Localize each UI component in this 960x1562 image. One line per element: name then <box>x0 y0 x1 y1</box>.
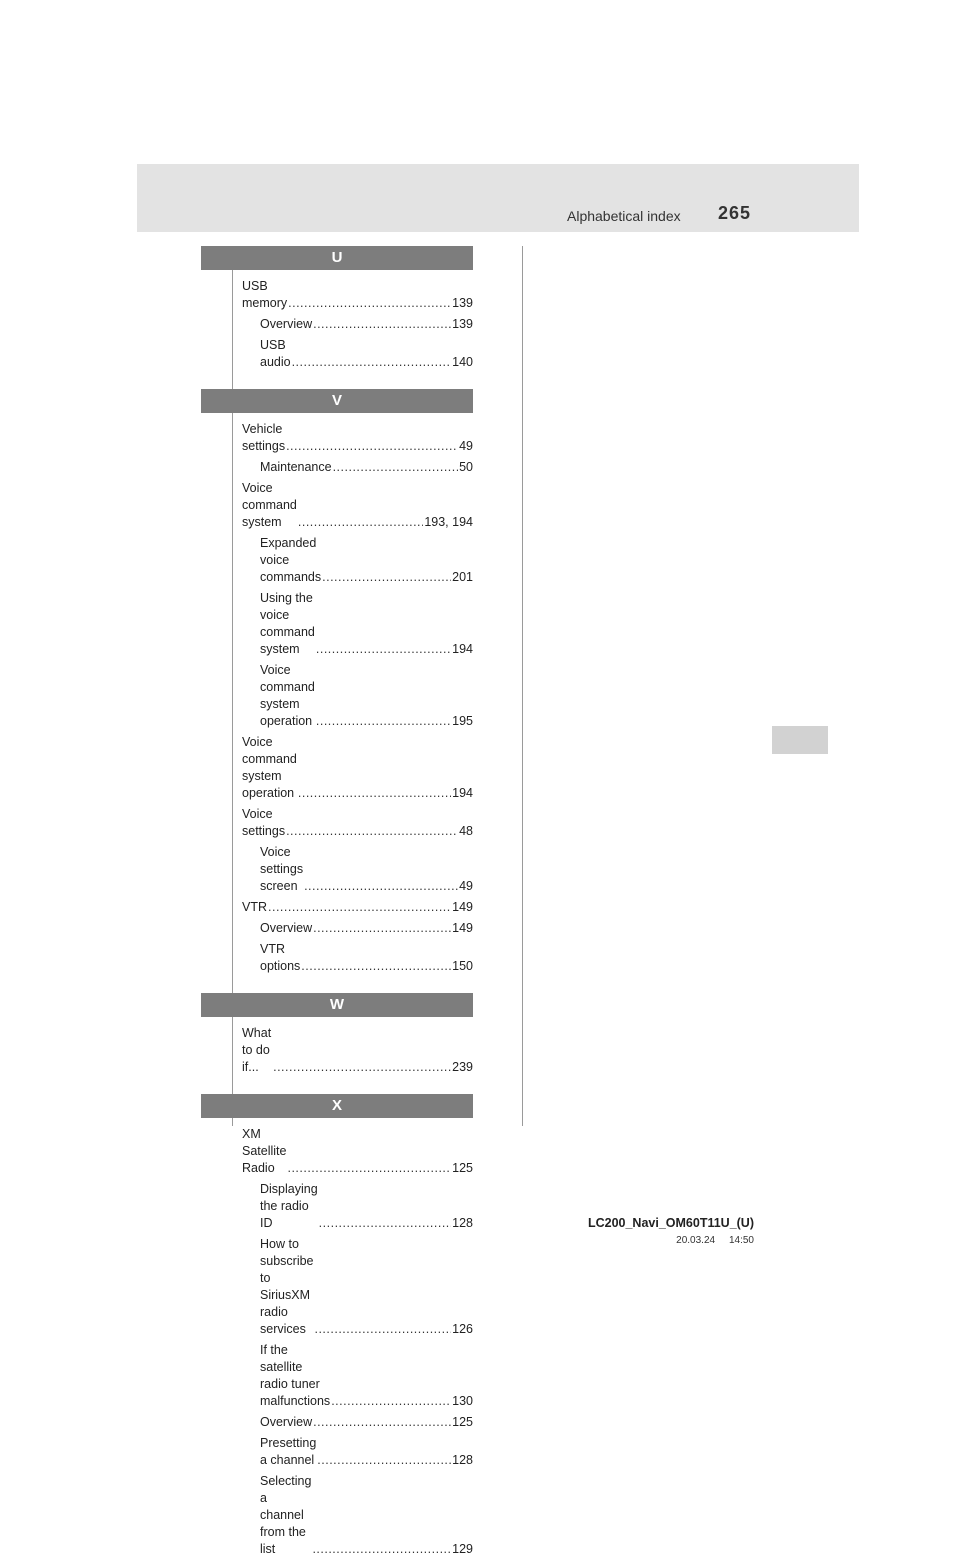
entry-page-ref: 194 <box>452 642 473 656</box>
letter-heading: X <box>201 1094 473 1118</box>
entry-label: Overview <box>260 1415 313 1429</box>
index-entry[interactable] <box>260 316 473 333</box>
leader-dots <box>313 920 451 937</box>
entry-label-wrap <box>260 459 459 476</box>
entry-label-wrap <box>260 941 452 975</box>
section-gap <box>201 1080 473 1094</box>
entry-label: Maintenance <box>260 460 332 474</box>
leader-dots <box>314 1321 451 1338</box>
document-id: LC200_Navi_OM60T11U_(U) <box>587 1216 754 1230</box>
entry-page-ref: 149 <box>452 921 473 935</box>
leader-dots <box>304 878 458 895</box>
print-timestamp: 20.03.24 14:50 <box>676 1235 754 1246</box>
page-number: 265 <box>718 203 752 223</box>
entry-page-ref: 194 <box>452 786 473 800</box>
entry-page-ref: 139 <box>452 317 473 331</box>
entry-label: If the satellite radio tuner malfunctions <box>260 1343 331 1408</box>
entry-page-ref: 49 <box>459 879 473 893</box>
entry-label: Expanded voice commands <box>260 536 322 584</box>
entry-label-wrap <box>242 1126 452 1177</box>
entry-label: Overview <box>260 317 313 331</box>
leader-dots <box>317 1452 451 1469</box>
index-column <box>201 246 473 1562</box>
index-entry[interactable] <box>260 920 473 937</box>
entry-label-wrap <box>242 421 459 455</box>
entry-page-ref: 149 <box>452 900 473 914</box>
entry-label-wrap <box>260 1435 452 1469</box>
index-entry[interactable] <box>260 1342 473 1410</box>
index-entries <box>201 1118 473 1558</box>
entry-label-wrap <box>242 1025 452 1076</box>
entry-page-ref: 125 <box>452 1161 473 1175</box>
entry-label: Overview <box>260 921 313 935</box>
index-entry[interactable] <box>242 421 473 455</box>
entry-label-wrap <box>242 806 459 840</box>
index-entry[interactable] <box>242 278 473 312</box>
entry-label: VTR <box>242 900 267 914</box>
leader-dots <box>313 316 451 333</box>
entry-label: USB memory <box>242 279 288 310</box>
index-entry[interactable] <box>260 590 473 658</box>
leader-dots <box>333 459 459 476</box>
section-gap <box>201 979 473 993</box>
leader-dots <box>331 1393 451 1410</box>
entry-page-ref: 129 <box>452 1542 473 1556</box>
index-entry[interactable] <box>260 535 473 586</box>
leader-dots <box>298 514 423 531</box>
entry-page-ref: 48 <box>459 824 473 838</box>
leader-dots <box>322 569 451 586</box>
entry-page-ref: 50 <box>459 460 473 474</box>
index-entry[interactable] <box>260 1236 473 1338</box>
entry-page-ref: 140 <box>452 355 473 369</box>
index-entries <box>201 1017 473 1076</box>
entry-label: Voice settings screen <box>260 845 304 893</box>
index-entry[interactable] <box>242 734 473 802</box>
leader-dots <box>287 1160 451 1177</box>
leader-dots <box>312 1541 451 1558</box>
entry-page-ref: 201 <box>452 570 473 584</box>
index-entry[interactable] <box>260 1473 473 1558</box>
index-entry[interactable] <box>260 1414 473 1431</box>
leader-dots <box>298 785 451 802</box>
index-entry[interactable] <box>260 941 473 975</box>
entry-label-wrap <box>260 590 452 658</box>
index-entry[interactable] <box>242 480 473 531</box>
letter-heading: W <box>201 993 473 1017</box>
index-entry[interactable] <box>260 844 473 895</box>
section-title: Alphabetical index <box>567 208 681 224</box>
entry-page-ref: 239 <box>452 1060 473 1074</box>
entry-page-ref: 128 <box>452 1453 473 1467</box>
entry-label: Selecting a channel from the list <box>260 1474 312 1556</box>
entry-label-wrap <box>242 899 452 916</box>
index-entry[interactable] <box>260 459 473 476</box>
index-entry[interactable] <box>242 1126 473 1177</box>
leader-dots <box>316 713 451 730</box>
entry-page-ref: 150 <box>452 959 473 973</box>
entry-label-wrap <box>260 1414 452 1431</box>
entry-label-wrap <box>260 337 452 371</box>
index-entry[interactable] <box>260 337 473 371</box>
entry-page-ref: 125 <box>452 1415 473 1429</box>
index-entry[interactable] <box>242 1025 473 1076</box>
index-entry[interactable] <box>260 1181 473 1232</box>
entry-label-wrap <box>260 920 452 937</box>
leader-dots <box>273 1059 451 1076</box>
entry-label-wrap <box>260 316 452 333</box>
entry-label-wrap <box>260 844 459 895</box>
entry-label-wrap <box>260 1473 452 1558</box>
index-entries <box>201 413 473 975</box>
entry-page-ref: 139 <box>452 296 473 310</box>
leader-dots <box>292 354 452 371</box>
leader-dots <box>319 1215 451 1232</box>
entry-label: Voice settings <box>242 807 286 838</box>
entry-page-ref: 128 <box>452 1216 473 1230</box>
entry-label: Vehicle settings <box>242 422 286 453</box>
entry-page-ref: 193, 194 <box>424 515 473 529</box>
entry-label: How to subscribe to SiriusXM radio services <box>260 1237 314 1336</box>
entry-label: VTR options <box>260 942 301 973</box>
index-entry[interactable] <box>260 662 473 730</box>
entry-label-wrap <box>242 734 452 802</box>
index-entries <box>201 270 473 371</box>
letter-heading: U <box>201 246 473 270</box>
leader-dots <box>268 899 451 916</box>
entry-label: XM Satellite Radio <box>242 1127 287 1175</box>
entry-label: Voice command system operation <box>242 735 297 800</box>
entry-label: Presetting a channel <box>260 1436 317 1467</box>
column-rule-middle <box>522 246 523 1126</box>
entry-label: USB audio <box>260 338 291 369</box>
letter-heading: V <box>201 389 473 413</box>
entry-label-wrap <box>260 1342 452 1410</box>
leader-dots <box>286 823 458 840</box>
entry-label-wrap <box>260 662 452 730</box>
entry-label: Voice command system operation <box>260 663 315 728</box>
leader-dots <box>313 1414 451 1431</box>
index-entry[interactable] <box>242 806 473 840</box>
entry-page-ref: 130 <box>452 1394 473 1408</box>
entry-label-wrap <box>242 278 452 312</box>
leader-dots <box>316 641 451 658</box>
entry-page-ref: 195 <box>452 714 473 728</box>
thumb-tab-marker <box>772 726 828 754</box>
entry-label-wrap <box>242 480 424 531</box>
entry-page-ref: 126 <box>452 1322 473 1336</box>
index-entry[interactable] <box>260 1435 473 1469</box>
entry-label: Displaying the radio ID <box>260 1182 318 1230</box>
entry-label-wrap <box>260 1236 452 1338</box>
index-entry[interactable] <box>242 899 473 916</box>
entry-label: Using the voice command system <box>260 591 315 656</box>
entry-label: What to do if... <box>242 1026 272 1074</box>
section-gap <box>201 375 473 389</box>
entry-page-ref: 49 <box>459 439 473 453</box>
leader-dots <box>288 295 451 312</box>
entry-label-wrap <box>260 535 452 586</box>
entry-label-wrap <box>260 1181 452 1232</box>
leader-dots <box>301 958 451 975</box>
leader-dots <box>286 438 458 455</box>
entry-label: Voice command system <box>242 481 297 529</box>
